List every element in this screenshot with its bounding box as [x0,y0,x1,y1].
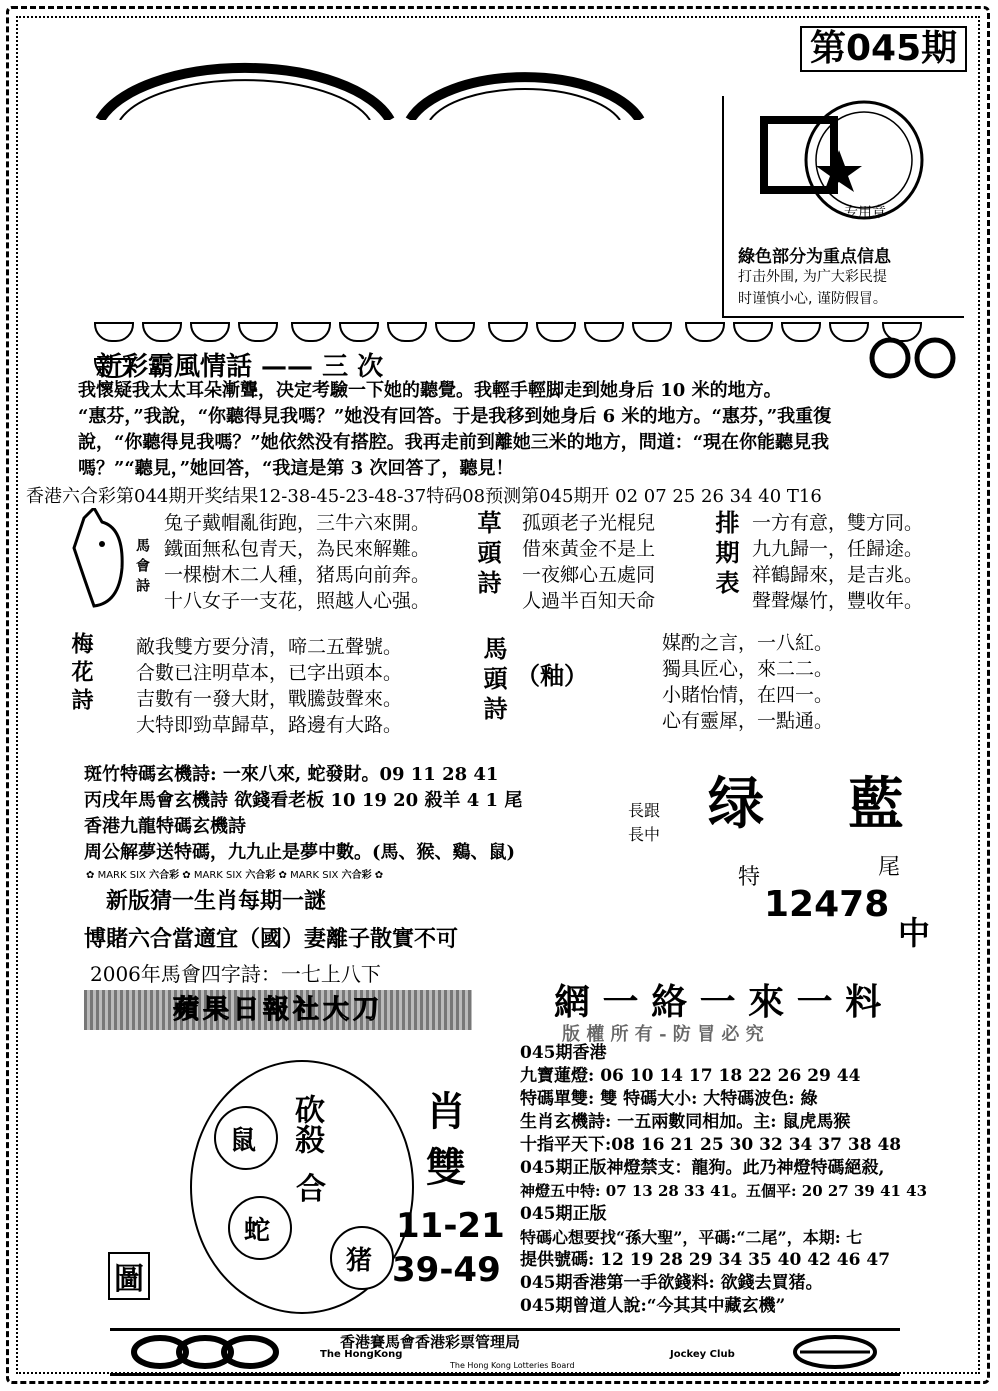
schedule-poem [752,510,923,614]
flower-icon: ✿ [374,870,384,881]
grass-poem-line: 一夜鄉心五處同 [522,564,656,586]
horsehead-poem-line: 心有靈犀，一點通。 [662,710,834,732]
horse-poem [164,510,430,614]
horse-poem-line: 十八女子一支花，照越人心强。 [164,590,431,612]
plum-poem-label: 梅花詩 [68,632,94,716]
plum-poem-line: 敵我雙方要分清，啼二五聲號。 [136,636,403,658]
footer-en-3: The Hong Kong Lotteries Board [450,1361,575,1370]
horse-poem-line: 一棵樹木二人種，猪馬向前奔。 [164,564,431,586]
zodiac-riddle-line-1: 博賭六合當適宜（國）妻離子散實不可 [84,926,459,952]
gray-banner [84,990,472,1030]
horsehead-poem-label: 馬頭詩 [479,636,508,726]
horse-poem-label: 馬會詩 [134,538,150,598]
plum-poem-line: 大特即勁草歸草，路邊有大路。 [136,714,403,736]
gray-banner-text: 蘋果日報社大刀 [172,995,383,1025]
mark-six-text: MARK SIX [97,870,146,881]
mark-six-brand: 六合彩 [341,870,372,881]
horsehead-poem-line: 獨具匠心，來二二。 [662,658,834,680]
mark-six-text: MARK SIX [290,870,339,881]
hk-info-line: 045期正版神燈禁支：龍狗。此乃神燈特碼絕殺, [520,1158,885,1178]
range-1: 11-21 [396,1206,505,1246]
plum-poem-line: 吉數有一發大財，戰騰鼓聲來。 [136,688,403,710]
mystic-line-1: 斑竹特碼玄機詩: 一來八來, 蛇發財。09 11 28 41 [84,764,499,785]
zodiac-riddle-line-2: 2006年馬會四字詩：一七上八下 [90,962,381,986]
tu-char: 圖 [108,1252,150,1300]
footer-cn: 香港賽馬會香港彩票管理局 [340,1333,521,1351]
horse-poem-line: 兔子戴帽亂街跑，三牛六來開。 [164,512,431,534]
hk-info-line: 045期香港 [520,1043,607,1063]
jockey-club-logo-icon [130,1335,280,1369]
horse-poem-line: 鐵面無私包青天，為民來解難。 [164,538,431,560]
green-char: 绿 [708,771,764,837]
horse-head-icon [64,508,134,608]
copyright: 版 權 所 有 - 防 冒 必 究 [562,1024,764,1045]
grass-poem [522,510,655,614]
mark-six-brand: 六合彩 [149,870,180,881]
hk-info-line: 生肖玄機詩: 一五兩數同相加。主: 鼠虎馬猴 [520,1112,851,1132]
green-blue-box [628,750,968,970]
hk-info-line: 045期正版 [520,1204,607,1224]
schedule-poem-line: 祥鶴歸來，是吉兆。 [752,564,924,586]
seal-box [722,96,964,318]
green-blue-left-1: 長跟 [628,801,661,820]
plum-poem [136,634,402,738]
zodiac-riddle-title: 新版猜一生肖每期一謎 [106,888,327,914]
horsehead-poem-line: 媒酌之言，一八紅。 [662,632,834,654]
wei-char: 尾 [878,855,901,880]
mark-six-strip [86,866,586,881]
mystic-line-2: 丙戌年馬會玄機詩 欲錢看老板 10 19 20 殺羊 4 1 尾 [84,790,523,811]
horsehead-poem-tag: （釉） [516,661,588,690]
schedule-poem-line: 九九歸一，任歸途。 [752,538,924,560]
horsehead-poem [662,630,833,734]
schedule-poem-line: 聲聲爆竹，豐收年。 [752,590,924,612]
he-char: 合 [296,1172,326,1207]
footer-en-2: Jockey Club [670,1349,735,1360]
flower-icon: ✿ [86,870,95,881]
mystic-line-4: 周公解夢送特碼，九九止是夢中數。(馬、猴、鷄、鼠) [84,842,516,863]
range-2: 39-49 [392,1250,501,1290]
notice-line-3: 时谨慎小心, 谨防假冒。 [738,291,887,307]
footer-band [110,1328,900,1376]
header-seals [90,40,650,120]
rat-char: 鼠 [230,1126,257,1156]
te-char: 特 [738,865,761,890]
flower-icon: ✿ [278,870,287,881]
schedule-poem-label: 排期表 [711,510,740,600]
story-paragraph-1: 我懷疑我太太耳朵漸聾，决定考驗一下她的聽覺。我輕手輕脚走到她身后 10 米的地方。 [78,380,782,401]
story-paragraph-4: 嗎？”“聽見，”她回答，“我這是第 3 次回答了，聽見！ [78,458,514,479]
hk-info-line: 045期香港第一手欲錢料: 欲錢去買猪。 [520,1273,823,1293]
zhong-char: 中 [898,914,931,952]
hk-info-line: 神燈五中特: 07 13 28 33 41。五個平: 20 27 39 41 43 [520,1182,928,1200]
story-title: 新彩霸風情話 —— 三 次 [96,352,384,382]
ingot-decoration [90,316,950,346]
green-blue-left-2: 長中 [628,825,661,844]
snake-char: 蛇 [244,1216,271,1246]
network-title: 網 一 絡 一 來 一 料 [554,982,882,1023]
notice-line-2: 打击外围, 为广大彩民提 [738,269,887,285]
lotteries-board-logo-icon [790,1335,880,1369]
kill-text: 砍殺 [289,1094,324,1154]
results-line: 香港六合彩第044期开奖结果12-38-45-23-48-37特码08预测第045期开 02 07 25 26 34 40 T16 [26,486,822,507]
hk-info-line: 045期曾道人說:“今其其中藏玄機” [520,1296,786,1316]
plum-poem-line: 合數已注明草本，已字出頭本。 [136,662,403,684]
hk-info-line: 十指平天下:08 16 21 25 30 32 34 37 38 48 [520,1135,902,1155]
mark-six-brand: 六合彩 [245,870,276,881]
mark-six-text: MARK SIX [193,870,243,881]
horsehead-poem-line: 小賭怡情，在四一。 [662,684,834,706]
grass-poem-line: 借來黃金不是上 [522,538,656,560]
dan-char: 肖 [426,1088,466,1135]
story-paragraph-3: 說，“你聽得見我嗎？”她依然没有搭腔。我再走前到離她三米的地方，問道：“現在你能聽見我 [78,432,830,453]
schedule-poem-line: 一方有意，雙方同。 [752,512,924,534]
pig-char: 猪 [346,1246,373,1276]
notice-line-1: 綠色部分为重点信息 [738,247,891,267]
shuang-char: 雙 [426,1144,466,1191]
issue-number: 第045期 [800,26,967,72]
flower-icon: ✿ [182,870,191,881]
hk-info-line: 提供號碼: 12 19 28 29 34 35 40 42 46 47 [520,1250,891,1270]
footer-en-1: The HongKong [320,1349,403,1360]
grass-poem-line: 人過半百知天命 [522,590,656,612]
blue-char: 藍 [848,771,904,837]
grass-poem-label: 草頭詩 [473,510,502,600]
tail-numbers: 12478 [764,884,890,925]
coin-decoration-icon [860,330,970,380]
story-paragraph-2: “惠芬，”我說，“你聽得見我嗎？”她没有回答。于是我移到她身后 6 米的地方。“惠芬，”我重復 [78,406,832,427]
hk-info [520,1042,927,1318]
mystic-line-3: 香港九龍特碼玄機詩 [84,816,246,837]
hk-info-line: 特碼單雙: 雙 特碼大小: 大特碼波色: 綠 [520,1089,818,1109]
hk-info-line: 九寶蓮燈: 06 10 14 17 18 22 26 29 44 [520,1066,861,1086]
grass-poem-line: 孤頭老子光棍兒 [522,512,656,534]
hk-info-line: 特碼心想要找“孫大聖”，平碼:“二尾”，本期: 七 [520,1228,863,1247]
seal-text: 专用章 [844,205,886,221]
